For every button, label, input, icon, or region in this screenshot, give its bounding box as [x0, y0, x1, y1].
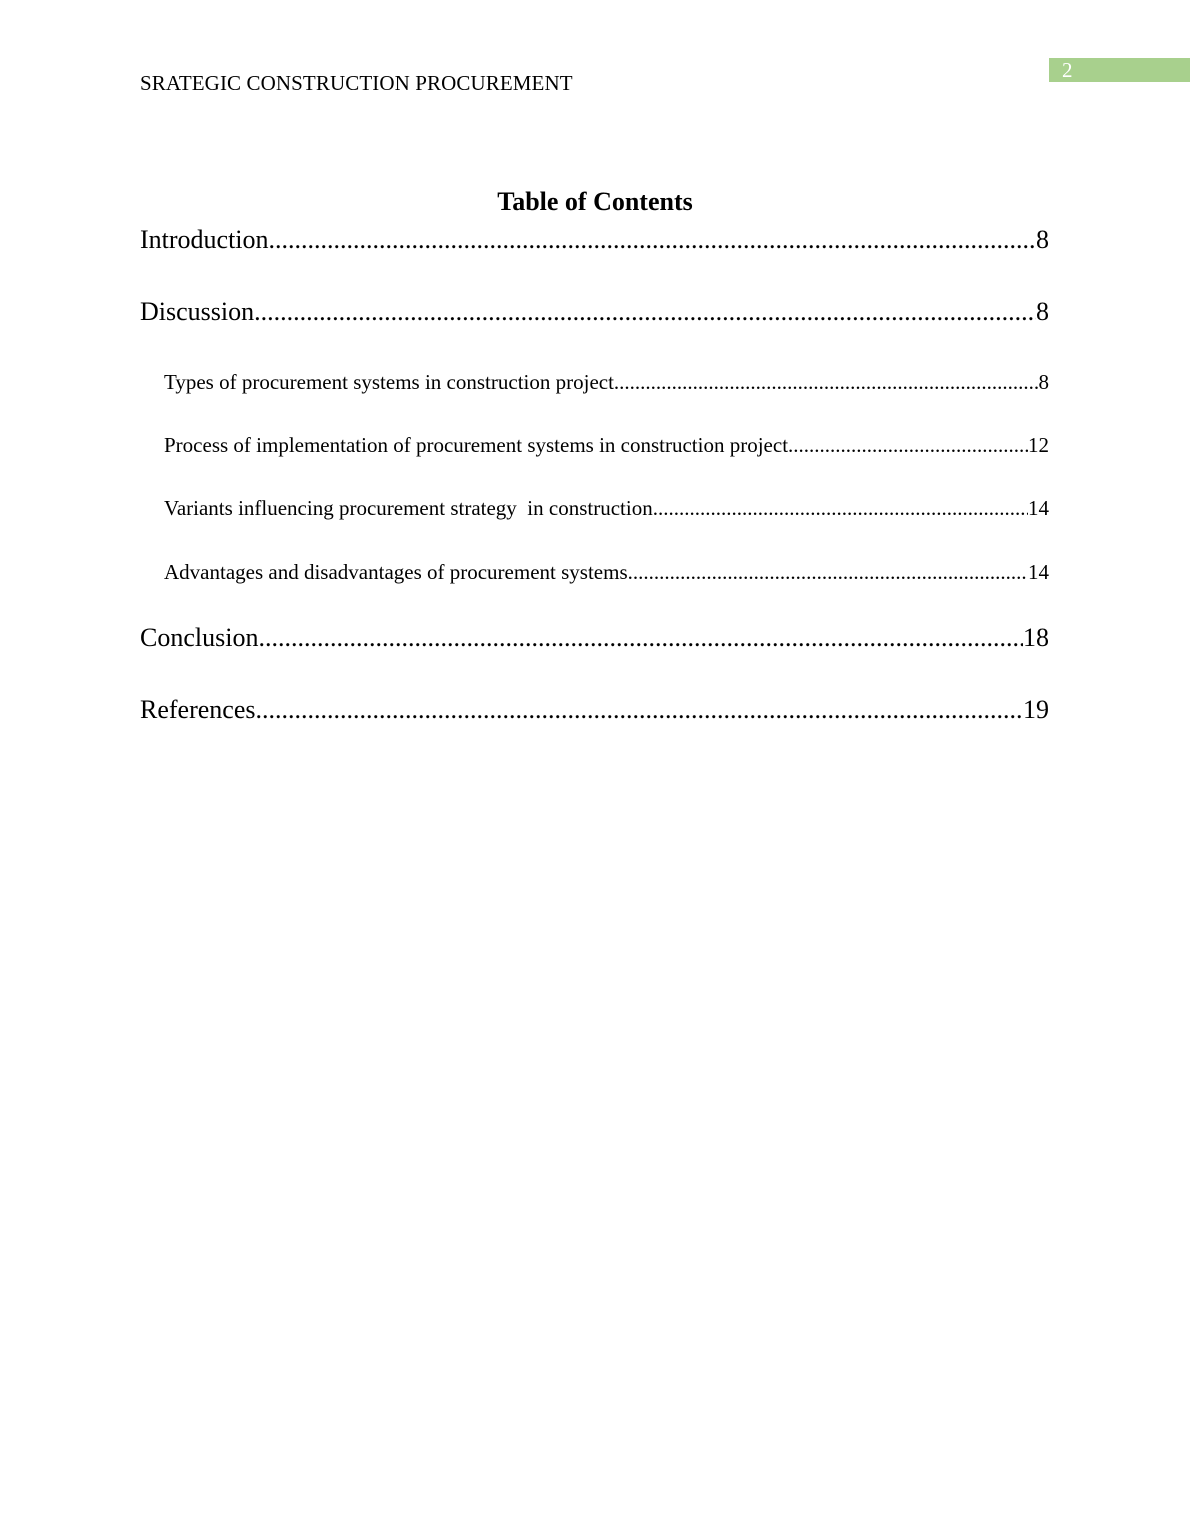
toc-entry-types-of-procurement[interactable]	[164, 369, 1049, 395]
toc-entry-label: Process of implementation of procurement systems in construction project	[164, 433, 789, 457]
toc-entry-page: 14	[1028, 496, 1049, 520]
toc-entry-discussion[interactable]	[140, 296, 1049, 328]
page-number: 2	[1062, 58, 1073, 82]
toc-entry-page: 8	[1036, 225, 1049, 254]
toc-entry-conclusion[interactable]	[140, 622, 1049, 654]
toc-entry-label: Introduction	[140, 225, 269, 254]
toc-leader-dots	[653, 495, 1028, 521]
toc-entry-page: 8	[1036, 297, 1049, 326]
toc-entry-references[interactable]	[140, 694, 1049, 726]
toc-entry-label: Variants influencing procurement strategy in construction	[164, 496, 653, 520]
toc-leader-dots	[254, 296, 1036, 328]
toc-entry-introduction[interactable]	[140, 224, 1049, 256]
toc-leader-dots	[628, 559, 1028, 585]
toc-entry-page: 19	[1023, 695, 1049, 724]
toc-entry-page: 8	[1038, 370, 1049, 394]
toc-title: Table of Contents	[497, 187, 693, 216]
running-header: SRATEGIC CONSTRUCTION PROCUREMENT	[140, 71, 573, 95]
toc-entry-label: Discussion	[140, 297, 255, 326]
toc-entry-label: Conclusion	[140, 623, 259, 652]
toc-leader-dots	[614, 369, 1039, 395]
toc-entry-process-of-implementation[interactable]	[164, 432, 1049, 458]
toc-leader-dots	[258, 622, 1023, 654]
toc-entry-page: 14	[1028, 560, 1049, 584]
toc-leader-dots	[269, 224, 1036, 256]
toc-entry-label: Advantages and disadvantages of procurement systems	[164, 560, 628, 584]
toc-entry-label: Types of procurement systems in construction project	[164, 370, 614, 394]
toc-entry-page: 18	[1023, 623, 1049, 652]
toc-entry-label: References	[140, 695, 256, 724]
toc-entry-page: 12	[1028, 433, 1049, 457]
page-number-badge	[1049, 58, 1190, 82]
toc-entry-advantages-disadvantages[interactable]	[164, 559, 1049, 585]
toc-leader-dots	[788, 432, 1028, 458]
toc-leader-dots	[255, 694, 1023, 726]
toc-entry-variants-influencing[interactable]	[164, 495, 1049, 521]
